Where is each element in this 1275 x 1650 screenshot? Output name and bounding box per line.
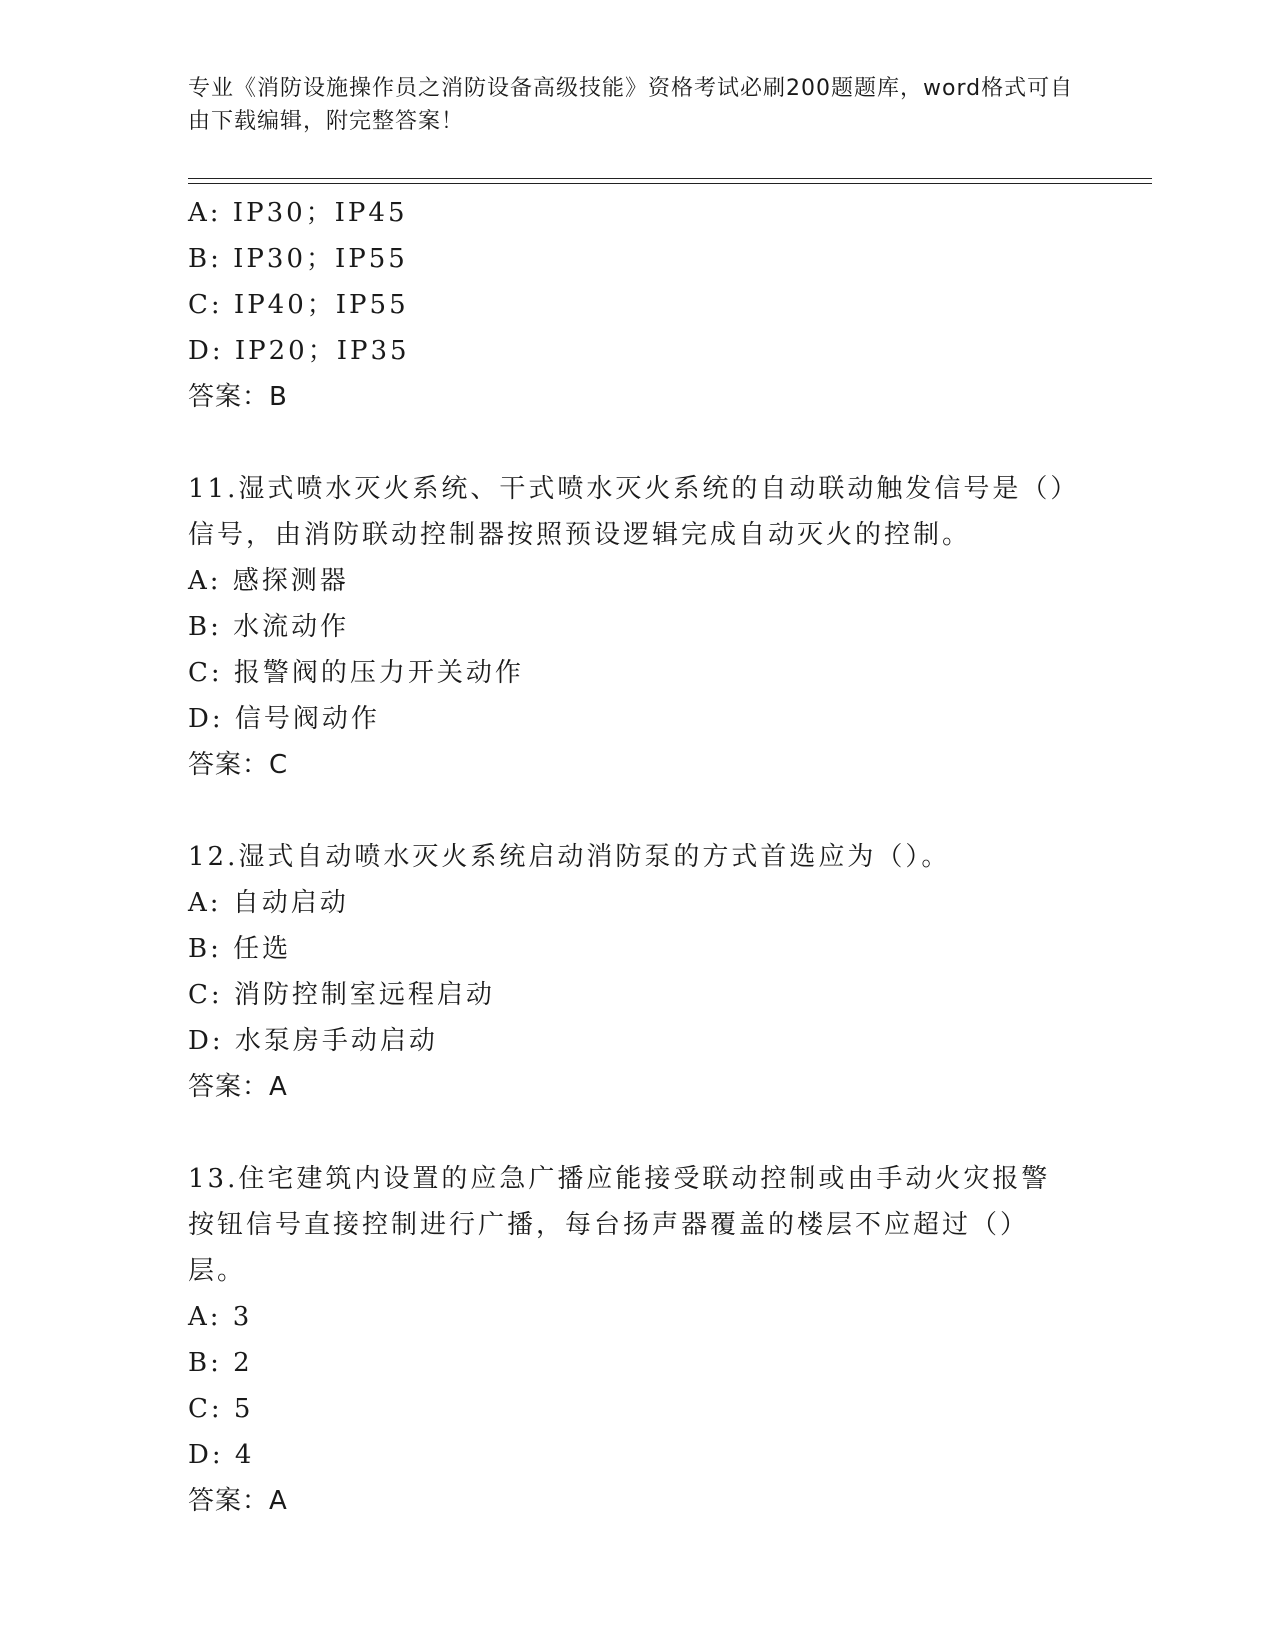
header-divider-top bbox=[188, 178, 1152, 179]
question-10 bbox=[188, 190, 1088, 420]
option-b: B: 任选 bbox=[188, 934, 292, 964]
option-a: A: 自动启动 bbox=[188, 888, 349, 918]
option-a: A: 感探测器 bbox=[188, 566, 349, 596]
answer: 答案：A bbox=[188, 1486, 288, 1516]
answer: 答案：B bbox=[188, 382, 288, 412]
option-d: D: 4 bbox=[188, 1440, 255, 1470]
question-11 bbox=[188, 466, 1088, 788]
option-b: B: IP30；IP55 bbox=[188, 244, 408, 274]
option-d: D: 水泵房手动启动 bbox=[188, 1026, 438, 1056]
option-c: C: 消防控制室远程启动 bbox=[188, 980, 495, 1010]
spacer bbox=[188, 1110, 1088, 1156]
option-d: D: 信号阀动作 bbox=[188, 704, 380, 734]
answer: 答案：A bbox=[188, 1072, 288, 1102]
option-a: A: 3 bbox=[188, 1302, 253, 1332]
option-a: A: IP30；IP45 bbox=[188, 198, 408, 228]
option-b: B: 2 bbox=[188, 1348, 253, 1378]
header-divider-bottom bbox=[188, 183, 1152, 184]
question-text: 12.湿式自动喷水灭火系统启动消防泵的方式首选应为（）。 bbox=[188, 842, 951, 872]
spacer bbox=[188, 420, 1088, 466]
option-d: D: IP20；IP35 bbox=[188, 336, 410, 366]
question-12 bbox=[188, 834, 1088, 1110]
answer: 答案：C bbox=[188, 750, 289, 780]
option-c: C: 5 bbox=[188, 1394, 254, 1424]
spacer bbox=[188, 788, 1088, 834]
question-13 bbox=[188, 1156, 1088, 1524]
question-list bbox=[188, 190, 1088, 1524]
option-b: B: 水流动作 bbox=[188, 612, 350, 642]
option-c: C: IP40；IP55 bbox=[188, 290, 409, 320]
option-c: C: 报警阀的压力开关动作 bbox=[188, 658, 524, 688]
question-text: 13.住宅建筑内设置的应急广播应能接受联动控制或由手动火灾报警按钮信号直接控制进行广播，每台扬声器覆盖的楼层不应超过（）层。 bbox=[188, 1164, 1051, 1286]
document-header: 专业《消防设施操作员之消防设备高级技能》资格考试必刷200题题库，word格式可自由下载编辑，附完整答案！ bbox=[188, 76, 1074, 134]
question-text: 11.湿式喷水灭火系统、干式喷水灭火系统的自动联动触发信号是（）信号，由消防联动控制器按照预设逻辑完成自动灭火的控制。 bbox=[188, 474, 1067, 550]
